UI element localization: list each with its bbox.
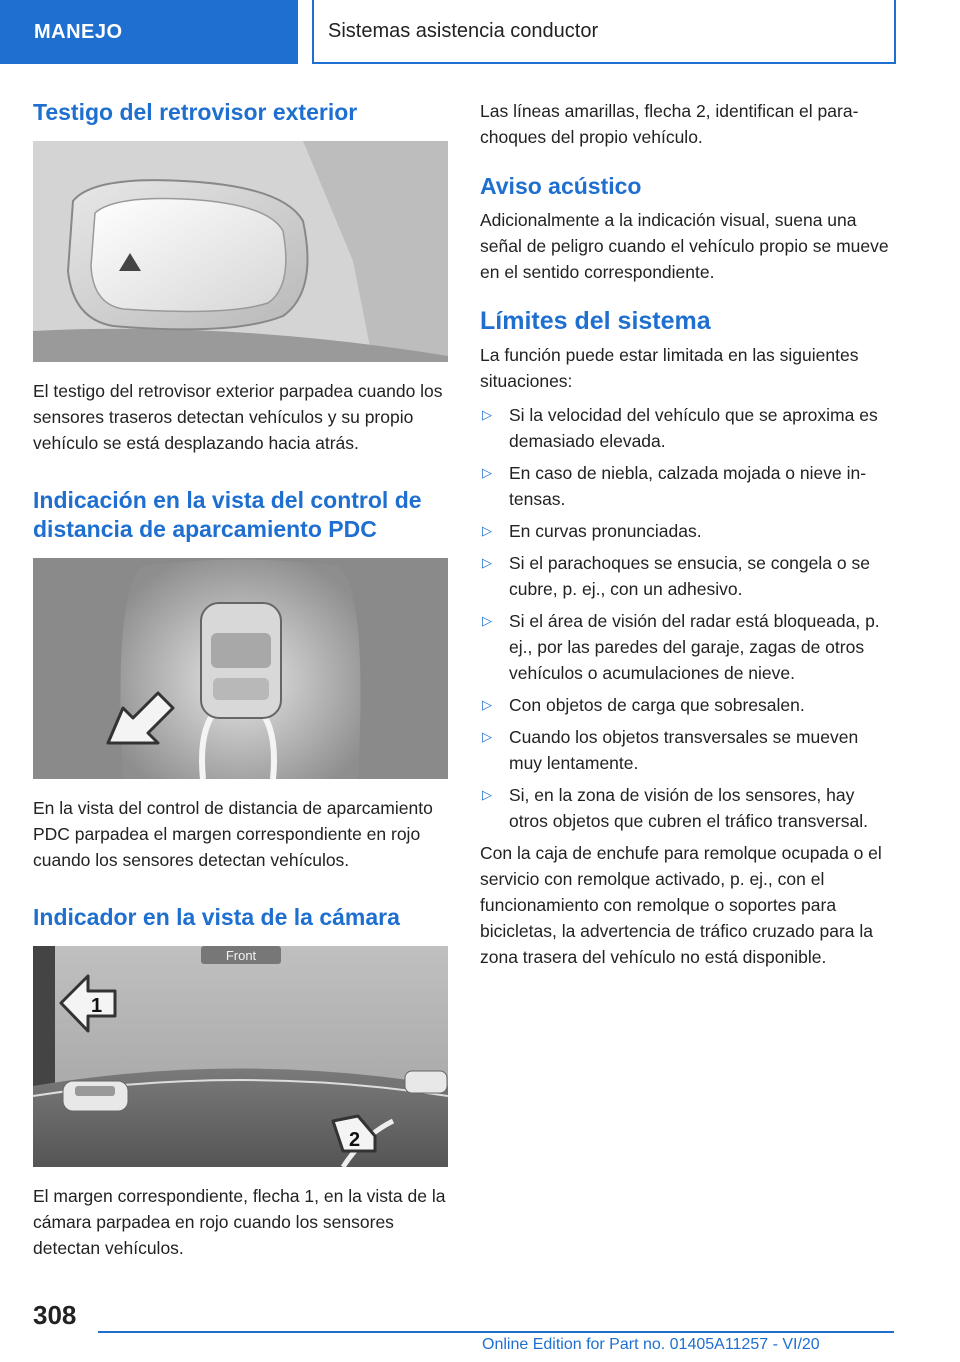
limits-list: [480, 402, 895, 834]
figure-pdc: [33, 558, 448, 779]
list-item: ▷ En curvas pronunciadas.: [480, 518, 895, 544]
list-item: ▷ Si el parachoques se ensucia, se congela o se cubre, p. ej., con un adhesivo.: [480, 550, 895, 602]
bullet-icon: ▷: [482, 407, 492, 422]
figure-camera: [33, 946, 448, 1167]
trailer-paragraph: Con la caja de enchufe para remolque ocupada o el servicio con remolque activado, p. ej., con el funcionamiento con remolque o soportes para bicicletas, la advertencia de tráfico cruzado para la zona trasera del vehículo no está disponible.: [480, 843, 882, 967]
pdc-paragraph: En la vista del control de distancia de aparcamiento PDC parpadea el margen correspondiente en rojo cuando los sensores detectan vehículos.: [33, 798, 433, 870]
edition-note: Online Edition for Part no. 01405A11257 - VI/20: [482, 1336, 820, 1353]
heading-mirror-indicator: Testigo del retrovisor exterior: [33, 99, 358, 125]
chapter-title: Sistemas asistencia conductor: [328, 19, 599, 42]
bullet-icon: ▷: [482, 697, 492, 712]
chapter-header: [312, 0, 896, 64]
figure-mirror: [33, 141, 448, 362]
arrow-2-label: 2: [349, 1129, 361, 1151]
mirror-paragraph: El testigo del retrovisor exterior parpadea cuando los sensores traseros detectan vehículos y su propio vehículo se está desplazando hacia atrás.: [33, 381, 443, 453]
list-item: ▷ Con objetos de carga que sobresalen.: [480, 692, 895, 718]
bullet-icon: ▷: [482, 465, 492, 480]
list-item: ▷ Si el área de visión del radar está bloqueada, p. ej., por las paredes del garaje, zagas de otros vehículos o acumulaciones de nieve.: [480, 608, 895, 686]
page-number: 308: [33, 1300, 77, 1330]
acoustic-paragraph: Adicionalmente a la indicación visual, suena una señal de peligro cuando el vehículo propio se mueve en el sentido correspondiente.: [480, 210, 889, 282]
list-item: ▷ En caso de niebla, calzada mojada o nieve intensas.: [480, 460, 895, 512]
list-item: ▷ Si, en la zona de visión de los sensores, hay otros objetos que cubren el tráfico transversal.: [480, 782, 895, 834]
footer-divider: [98, 1331, 894, 1333]
car-left-icon: [63, 1081, 128, 1111]
bullet-icon: ▷: [482, 613, 492, 628]
section-tab: [0, 0, 298, 64]
section-title: MANEJO: [34, 20, 123, 43]
list-item: ▷ Si la velocidad del vehículo que se aproxima es demasiado elevada.: [480, 402, 895, 454]
heading-pdc-view: Indicación en la vista del control de distancia de aparcamiento PDC: [33, 487, 422, 542]
heading-camera-view: Indicador en la vista de la cámara: [33, 904, 400, 930]
right-column: [480, 98, 895, 970]
front-label: Front: [225, 948, 257, 963]
list-item: ▷ Cuando los objetos transversales se mueven muy lentamente.: [480, 724, 895, 776]
heading-acoustic-warning: Aviso acústico: [480, 173, 642, 199]
arrow-1-label: 1: [91, 995, 103, 1017]
limits-paragraph: La función puede estar limitada en las siguientes situaciones:: [480, 345, 859, 391]
car-right-icon: [405, 1071, 447, 1093]
heading-system-limits: Límites del sistema: [480, 307, 711, 335]
bullet-icon: ▷: [482, 729, 492, 744]
camera-paragraph: El margen correspondiente, flecha 1, en la vista de la cámara parpadea en rojo cuando los sensores detectan vehículos.: [33, 1186, 446, 1258]
bullet-icon: ▷: [482, 787, 492, 802]
yellow-lines-paragraph: Las líneas amarillas, flecha 2, identifican el parachoques del propio vehículo.: [480, 101, 859, 147]
bullet-icon: ▷: [482, 555, 492, 570]
bullet-icon: ▷: [482, 523, 492, 538]
left-column: [33, 98, 448, 1261]
